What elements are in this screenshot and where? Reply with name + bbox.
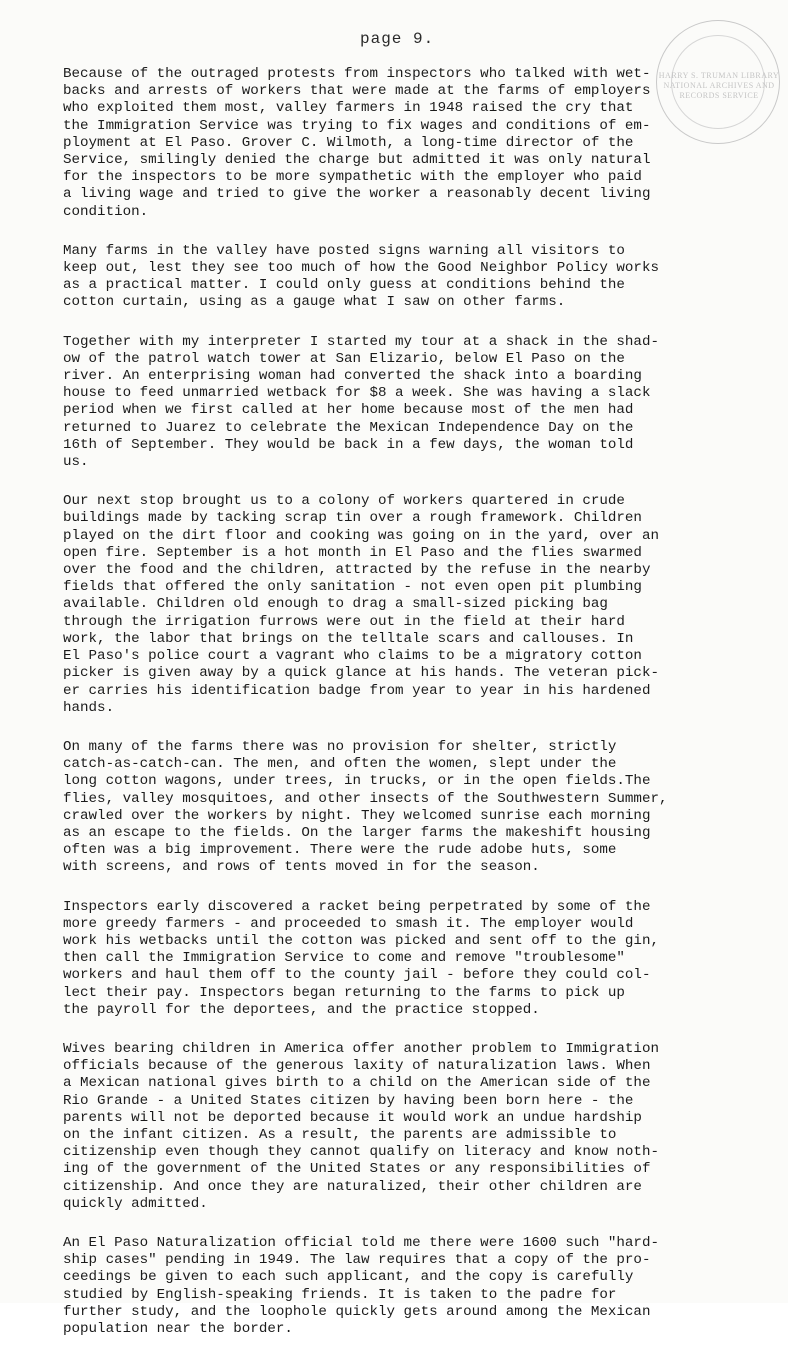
stamp-text: HARRY S. TRUMAN LIBRARY NATIONAL ARCHIVES AND RECORDS SERVICE	[658, 71, 780, 100]
paragraph-3: Together with my interpreter I started my tour at a shack in the shad- ow of the patrol watch tower at San Elizario, below El Paso on the river. An enterprising woman had converted the shack into a boarding house to feed unmarried wetback for $8 a week. She was having a slack period when we first called at her home because most of the men had returned to Juarez to celebrate the Mexican Independence Day on the 16th of September. They would be back in a few days, the woman told us.	[63, 333, 659, 471]
paragraph-2: Many farms in the valley have posted signs warning all visitors to keep out, lest they see too much of how the Good Neighbor Policy works as a practical matter. I could only guess at conditions behind the cotton curtain, using as a gauge what I saw on other farms.	[63, 242, 659, 311]
paragraph-8: An El Paso Naturalization official told me there were 1600 such "hard- ship cases" pending in 1949. The law requires that a copy of the pro- ceedings be given to each such applicant, and the copy is carefully studied by English-speaking friends. It is taken to the padre for further study, and the loophole quickly gets around among the Mexican population near the border.	[63, 1234, 659, 1337]
document-body	[63, 66, 775, 1360]
paragraph-5: On many of the farms there was no provision for shelter, strictly catch-as-catch-can. The men, and often the women, slept under the long cotton wagons, under trees, in trucks, or in the open fields.The flies, valley mosquitoes, and other insects of the Southwestern Summer, crawled over the workers by night. They welcomed sunrise each morning as an escape to the fields. On the larger farms the makeshift housing often was a big improvement. There were the rude adobe huts, some with screens, and rows of tents moved in for the season.	[63, 738, 668, 876]
paragraph-4: Our next stop brought us to a colony of workers quartered in crude buildings made by tacking scrap tin over a rough framework. Children played on the dirt floor and cooking was going on in the yard, over an open fire. September is a hot month in El Paso and the flies swarmed over the food and the children, attracted by the refuse in the nearby fields that offered the only sanitation - not even open pit plumbing available. Children old enough to drag a small-sized picking bag through the irrigation furrows were out in the field at their hard work, the labor that brings on the telltale scars and callouses. In El Paso's police court a vagrant who claims to be a migratory cotton picker is given away by a quick glance at his hands. The veteran pick- er carries his identification badge from year to year in his hardened hands.	[63, 493, 659, 716]
page-number: page 9.	[360, 30, 435, 48]
paragraph-1: Because of the outraged protests from inspectors who talked with wet- backs and arrests of workers that were made at the farms of employers who exploited them most, valley farmers in 1948 raised the cry that the Immigration Service was trying to fix wages and conditions of em- ployment at El Paso. Grover C. Wilmoth, a long-time director of the Service, smilingly denied the charge but admitted it was only natural for the inspectors to be more sympathetic with the employer who paid a living wage and tried to give the worker a reasonably decent living condition.	[63, 66, 651, 220]
paragraph-7: Wives bearing children in America offer another problem to Immigration officials because of the generous laxity of naturalization laws. When a Mexican national gives birth to a child on the American side of the Rio Grande - a United States citizen by having been born here - the parents will not be deported because it would work an undue hardship on the infant citizen. As a result, the parents are admissible to citizenship even though they cannot qualify on literacy and know noth- ing of the government of the United States or any responsibilities of citizenship. And once they are naturalized, their other children are quickly admitted.	[63, 1040, 659, 1212]
paragraph-6: Inspectors early discovered a racket being perpetrated by some of the more greedy farmers - and proceeded to smash it. The employer would work his wetbacks until the cotton was picked and sent off to the gin, then call the Immigration Service to come and remove "troublesome" workers and haul them off to the county jail - before they could col- lect their pay. Inspectors began returning to the farms to pick up the payroll for the deportees, and the practice stopped.	[63, 898, 659, 1018]
